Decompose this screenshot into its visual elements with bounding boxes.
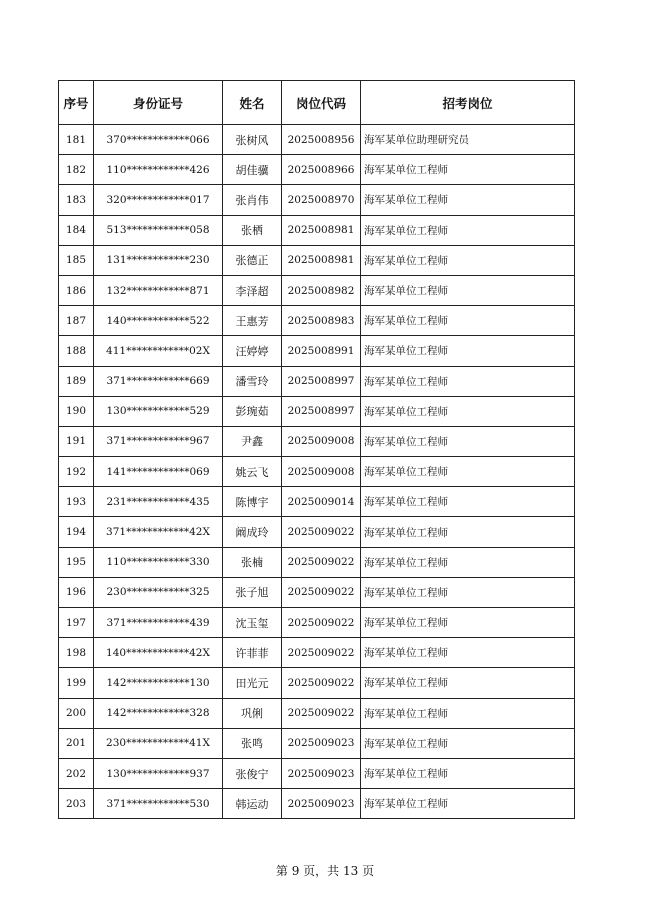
cell-id-number: 130************529 bbox=[94, 396, 223, 426]
cell-position: 海军某单位工程师 bbox=[361, 215, 575, 245]
cell-position: 海军某单位工程师 bbox=[361, 728, 575, 758]
cell-seq: 203 bbox=[59, 789, 94, 819]
cell-position-code: 2025008970 bbox=[282, 185, 361, 215]
table-row bbox=[59, 698, 575, 728]
cell-position: 海军某单位工程师 bbox=[361, 426, 575, 456]
cell-position-code: 2025009014 bbox=[282, 487, 361, 517]
cell-position: 海军某单位工程师 bbox=[361, 638, 575, 668]
cell-name: 彭琬茹 bbox=[223, 396, 282, 426]
candidate-table bbox=[58, 80, 575, 819]
page-footer: 第 9 页，共 13 页 bbox=[275, 864, 375, 878]
cell-id-number: 320************017 bbox=[94, 185, 223, 215]
cell-position: 海军某单位工程师 bbox=[361, 396, 575, 426]
table-header-row bbox=[59, 81, 575, 125]
cell-position-code: 2025008966 bbox=[282, 155, 361, 185]
cell-position-code: 2025008981 bbox=[282, 245, 361, 275]
cell-position-code: 2025008991 bbox=[282, 336, 361, 366]
cell-name: 张肖伟 bbox=[223, 185, 282, 215]
header-seq: 序号 bbox=[59, 81, 94, 125]
cell-position-code: 2025009022 bbox=[282, 698, 361, 728]
cell-id-number: 230************41X bbox=[94, 728, 223, 758]
cell-name: 张树风 bbox=[223, 125, 282, 155]
cell-position: 海军某单位工程师 bbox=[361, 577, 575, 607]
cell-id-number: 370************066 bbox=[94, 125, 223, 155]
cell-name: 胡佳骥 bbox=[223, 155, 282, 185]
cell-id-number: 130************937 bbox=[94, 758, 223, 788]
table-row bbox=[59, 758, 575, 788]
table-row bbox=[59, 728, 575, 758]
cell-position-code: 2025008983 bbox=[282, 306, 361, 336]
cell-seq: 184 bbox=[59, 215, 94, 245]
cell-seq: 190 bbox=[59, 396, 94, 426]
cell-name: 姚云飞 bbox=[223, 457, 282, 487]
cell-seq: 195 bbox=[59, 547, 94, 577]
cell-position-code: 2025008997 bbox=[282, 396, 361, 426]
cell-name: 陈博宇 bbox=[223, 487, 282, 517]
cell-position-code: 2025009022 bbox=[282, 517, 361, 547]
cell-name: 尹鑫 bbox=[223, 426, 282, 456]
cell-position: 海军某单位工程师 bbox=[361, 366, 575, 396]
cell-position: 海军某单位工程师 bbox=[361, 608, 575, 638]
cell-id-number: 140************42X bbox=[94, 638, 223, 668]
cell-name: 韩运动 bbox=[223, 789, 282, 819]
table-row bbox=[59, 275, 575, 305]
cell-seq: 182 bbox=[59, 155, 94, 185]
cell-id-number: 141************069 bbox=[94, 457, 223, 487]
table-row bbox=[59, 517, 575, 547]
table-row bbox=[59, 306, 575, 336]
cell-seq: 199 bbox=[59, 668, 94, 698]
cell-id-number: 371************439 bbox=[94, 608, 223, 638]
cell-position: 海军某单位工程师 bbox=[361, 306, 575, 336]
cell-id-number: 132************871 bbox=[94, 275, 223, 305]
table-row bbox=[59, 457, 575, 487]
cell-seq: 187 bbox=[59, 306, 94, 336]
cell-name: 田光元 bbox=[223, 668, 282, 698]
cell-position: 海军某单位助理研究员 bbox=[361, 125, 575, 155]
header-id-number: 身份证号 bbox=[94, 81, 223, 125]
cell-name: 张德正 bbox=[223, 245, 282, 275]
cell-seq: 197 bbox=[59, 608, 94, 638]
table-row bbox=[59, 577, 575, 607]
cell-position-code: 2025008981 bbox=[282, 215, 361, 245]
cell-position-code: 2025008997 bbox=[282, 366, 361, 396]
table-row bbox=[59, 608, 575, 638]
cell-name: 张鸣 bbox=[223, 728, 282, 758]
cell-seq: 193 bbox=[59, 487, 94, 517]
cell-position-code: 2025008982 bbox=[282, 275, 361, 305]
cell-position-code: 2025009022 bbox=[282, 638, 361, 668]
cell-seq: 191 bbox=[59, 426, 94, 456]
cell-id-number: 371************669 bbox=[94, 366, 223, 396]
cell-id-number: 142************130 bbox=[94, 668, 223, 698]
table-row bbox=[59, 426, 575, 456]
header-name: 姓名 bbox=[223, 81, 282, 125]
cell-position-code: 2025009022 bbox=[282, 608, 361, 638]
cell-position: 海军某单位工程师 bbox=[361, 457, 575, 487]
cell-position: 海军某单位工程师 bbox=[361, 789, 575, 819]
cell-name: 王惠芳 bbox=[223, 306, 282, 336]
cell-position: 海军某单位工程师 bbox=[361, 487, 575, 517]
cell-position-code: 2025009008 bbox=[282, 457, 361, 487]
cell-position-code: 2025008956 bbox=[282, 125, 361, 155]
table-row bbox=[59, 668, 575, 698]
cell-id-number: 140************522 bbox=[94, 306, 223, 336]
cell-position-code: 2025009023 bbox=[282, 789, 361, 819]
cell-name: 李泽超 bbox=[223, 275, 282, 305]
cell-position: 海军某单位工程师 bbox=[361, 698, 575, 728]
table-row bbox=[59, 396, 575, 426]
cell-seq: 201 bbox=[59, 728, 94, 758]
table-row bbox=[59, 215, 575, 245]
cell-seq: 196 bbox=[59, 577, 94, 607]
cell-position-code: 2025009008 bbox=[282, 426, 361, 456]
cell-name: 张子旭 bbox=[223, 577, 282, 607]
cell-id-number: 110************426 bbox=[94, 155, 223, 185]
header-position: 招考岗位 bbox=[361, 81, 575, 125]
table-row bbox=[59, 366, 575, 396]
cell-position-code: 2025009023 bbox=[282, 758, 361, 788]
cell-id-number: 231************435 bbox=[94, 487, 223, 517]
cell-seq: 198 bbox=[59, 638, 94, 668]
cell-position-code: 2025009022 bbox=[282, 577, 361, 607]
cell-id-number: 110************330 bbox=[94, 547, 223, 577]
cell-position: 海军某单位工程师 bbox=[361, 758, 575, 788]
table-row bbox=[59, 547, 575, 577]
cell-name: 阚成玲 bbox=[223, 517, 282, 547]
cell-id-number: 371************42X bbox=[94, 517, 223, 547]
cell-name: 张俊宁 bbox=[223, 758, 282, 788]
table-body bbox=[59, 125, 575, 819]
cell-name: 沈玉玺 bbox=[223, 608, 282, 638]
table-row bbox=[59, 245, 575, 275]
table-row bbox=[59, 789, 575, 819]
cell-position: 海军某单位工程师 bbox=[361, 275, 575, 305]
table-row bbox=[59, 155, 575, 185]
cell-seq: 186 bbox=[59, 275, 94, 305]
cell-position: 海军某单位工程师 bbox=[361, 155, 575, 185]
cell-position: 海军某单位工程师 bbox=[361, 336, 575, 366]
cell-position-code: 2025009022 bbox=[282, 668, 361, 698]
table-row bbox=[59, 336, 575, 366]
cell-id-number: 513************058 bbox=[94, 215, 223, 245]
cell-seq: 200 bbox=[59, 698, 94, 728]
cell-position: 海军某单位工程师 bbox=[361, 668, 575, 698]
cell-name: 汪婷婷 bbox=[223, 336, 282, 366]
cell-position: 海军某单位工程师 bbox=[361, 245, 575, 275]
cell-id-number: 411************02X bbox=[94, 336, 223, 366]
cell-name: 潘雪玲 bbox=[223, 366, 282, 396]
cell-name: 巩俐 bbox=[223, 698, 282, 728]
cell-position: 海军某单位工程师 bbox=[361, 185, 575, 215]
cell-id-number: 371************967 bbox=[94, 426, 223, 456]
cell-name: 许菲菲 bbox=[223, 638, 282, 668]
cell-seq: 189 bbox=[59, 366, 94, 396]
cell-id-number: 371************530 bbox=[94, 789, 223, 819]
cell-id-number: 131************230 bbox=[94, 245, 223, 275]
cell-name: 张栖 bbox=[223, 215, 282, 245]
cell-seq: 194 bbox=[59, 517, 94, 547]
cell-seq: 185 bbox=[59, 245, 94, 275]
cell-id-number: 230************325 bbox=[94, 577, 223, 607]
cell-position: 海军某单位工程师 bbox=[361, 517, 575, 547]
table-row bbox=[59, 125, 575, 155]
cell-seq: 181 bbox=[59, 125, 94, 155]
cell-name: 张楠 bbox=[223, 547, 282, 577]
cell-id-number: 142************328 bbox=[94, 698, 223, 728]
table-row bbox=[59, 638, 575, 668]
cell-position-code: 2025009023 bbox=[282, 728, 361, 758]
cell-seq: 183 bbox=[59, 185, 94, 215]
cell-position-code: 2025009022 bbox=[282, 547, 361, 577]
cell-seq: 202 bbox=[59, 758, 94, 788]
header-position-code: 岗位代码 bbox=[282, 81, 361, 125]
cell-seq: 192 bbox=[59, 457, 94, 487]
table-row bbox=[59, 487, 575, 517]
cell-seq: 188 bbox=[59, 336, 94, 366]
table-row bbox=[59, 185, 575, 215]
cell-position: 海军某单位工程师 bbox=[361, 547, 575, 577]
